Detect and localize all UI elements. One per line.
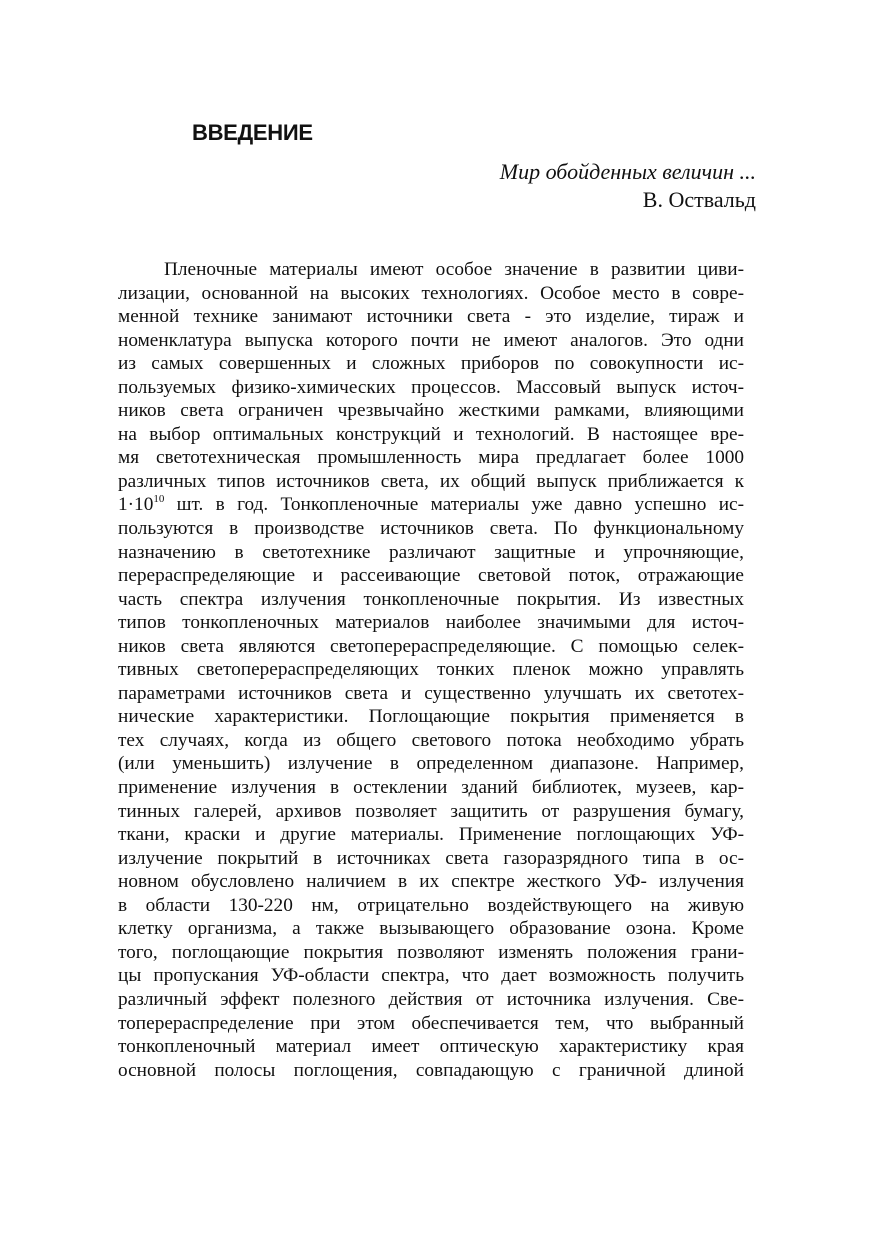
paragraph-line: применение излучения в остеклении зданий библиотек, музеев, кар- [118, 777, 744, 799]
paragraph-line: тех случаях, когда из общего светового потока необходимо убрать [118, 729, 744, 751]
paragraph-line: ников света ограничен чрезвычайно жесткими рамками, влияющими [118, 400, 744, 422]
paragraph-line: ников света являются светоперераспределяющие. С помощью селек- [118, 635, 744, 657]
epigraph-author: В. Оствальд [642, 187, 756, 212]
paragraph-line: излучение покрытий в источниках света газоразрядного типа в ос- [118, 847, 744, 869]
paragraph-line: параметрами источников света и существенно улучшать их светотех- [118, 682, 744, 704]
paragraph-line: основной полосы поглощения, совпадающую с граничной длиной [118, 1059, 744, 1081]
paragraph-line: (или уменьшить) излучение в определенном диапазоне. Например, [118, 753, 744, 775]
paragraph-line: перераспределяющие и рассеивающие световой поток, отражающие [118, 565, 744, 587]
line-remainder: шт. в год. Тонкопленочные материалы уже давно успешно ис- [164, 494, 744, 516]
paragraph-line: различный эффект полезного действия от источника излучения. Све- [118, 988, 744, 1010]
paragraph-line: пользуются в производстве источников света. По функциональному [118, 518, 744, 540]
paragraph-line: пользуемых физико-химических процессов. Массовый выпуск источ- [118, 376, 744, 398]
paragraph-line: на выбор оптимальных конструкций и технологий. В настоящее вре- [118, 423, 744, 445]
exponent: 10 [153, 493, 165, 506]
paragraph-line: из самых совершенных и сложных приборов по совокупности ис- [118, 353, 744, 375]
paragraph-line: типов тонкопленочных материалов наиболее значимыми для источ- [118, 612, 744, 634]
paragraph-line: в области 130-220 нм, отрицательно воздействующего на живую [118, 894, 744, 916]
paragraph-line: цы пропускания УФ-области спектра, что дает возможность получить [118, 965, 744, 987]
epigraph [500, 158, 756, 214]
paragraph-line: клетку организма, а также вызывающего образование озона. Кроме [118, 918, 744, 940]
paragraph-line: тинных галерей, архивов позволяет защитить от разрушения бумагу, [118, 800, 744, 822]
paragraph-line: топерераспределение при этом обеспечивается тем, что выбранный [118, 1012, 744, 1034]
paragraph-line: менной технике занимают источники света - это изделие, тираж и [118, 306, 744, 328]
paragraph-line: ткани, краски и другие материалы. Применение поглощающих УФ- [118, 824, 744, 846]
paragraph-line: тонкопленочный материал имеет оптическую характеристику края [118, 1036, 744, 1058]
paragraph-line: Пленочные материалы имеют особое значение в развитии циви- [164, 259, 744, 280]
paragraph-line: нические характеристики. Поглощающие покрытия применяется в [118, 706, 744, 728]
page-title: ВВЕДЕНИЕ [192, 120, 313, 145]
paragraph-line: того, поглощающие покрытия позволяют изменять положения грани- [118, 941, 744, 963]
body-paragraph [118, 258, 744, 1082]
paragraph-line: лизации, основанной на высоких технологиях. Особое место в совре- [118, 282, 744, 304]
paragraph-line: тивных светоперераспределяющих тонких пленок можно управлять [118, 659, 744, 681]
paragraph-line: часть спектра излучения тонкопленочные покрытия. Из известных [118, 588, 744, 610]
paragraph-line: назначению в светотехнике различают защитные и упрочняющие, [118, 541, 744, 563]
paragraph-line: различных типов источников света, их общий выпуск приближается к [118, 470, 744, 492]
paragraph-line-with-superscript [118, 493, 744, 517]
number-base: 1·10 [118, 494, 154, 516]
epigraph-quote: Мир обойденных величин ... [499, 159, 756, 184]
paragraph-line: номенклатура выпуска которого почти не имеют аналогов. Это одни [118, 329, 744, 351]
paragraph-line: новном обусловлено наличием в их спектре жесткого УФ- излучения [118, 871, 744, 893]
paragraph-line: мя светотехническая промышленность мира предлагает более 1000 [118, 447, 744, 469]
